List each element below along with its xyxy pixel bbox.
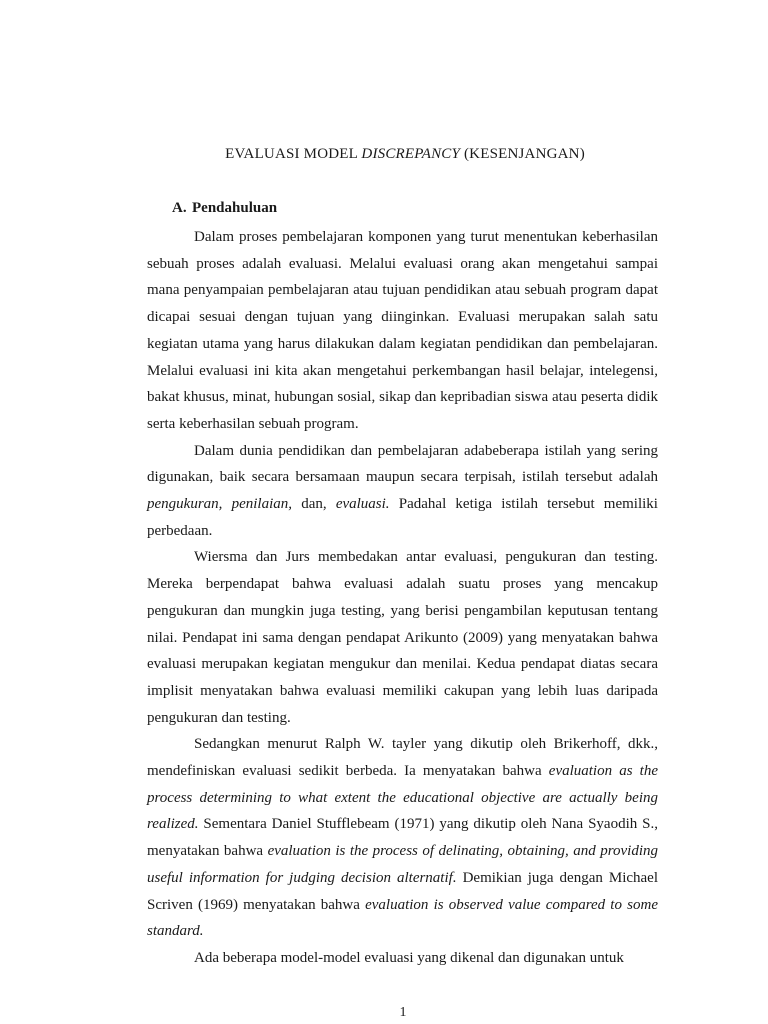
section-marker: A. bbox=[172, 200, 187, 216]
paragraph-3: Wiersma dan Jurs membedakan antar evaluasi, pengukuran dan testing. Mereka berpendapat bahwa evaluasi adalah suatu proses yang mencakup pengukuran dan mungkin juga testing, yang berisi pengambilan keputusan tentang nilai. Pendapat ini sama dengan pendapat Arikunto (2009) yang menyatakan bahwa evaluasi merupakan kegiatan mengukur dan menilai. Kedua pendapat diatas secara implisit menyatakan bahwa evaluasi memiliki cakupan yang lebih luas daripada pengukuran dan testing. bbox=[147, 549, 658, 726]
paragraph-4-italic-3: evaluation is observed value compared to some standard. bbox=[147, 896, 658, 940]
document-title bbox=[0, 146, 768, 163]
paragraph-1: Dalam proses pembelajaran komponen yang turut menentukan keberhasilan sebuah proses adalah evaluasi. Melalui evaluasi orang akan mengetahui sampai mana penyampaian pembelajaran atau tujuan pendidikan atau sebuah program dapat dicapai sesuai dengan tujuan yang diinginkan. Evaluasi merupakan salah satu kegiatan utama yang harus dilakukan dalam kegiatan pendidikan dan pembelajaran. Melalui evaluasi ini kita akan mengetahui perkembangan hasil belajar, intelegensi, bakat khusus, minat, hubungan sosial, sikap dan kepribadian siswa atau peserta didik serta keberhasilan sebuah program. bbox=[147, 229, 658, 432]
paragraph-4-text-2: Sementara Daniel Stufflebeam (1971) yang dikutip oleh Nana Syaodih S., menyatakan bahwa bbox=[147, 816, 658, 860]
title-italic-term: DISCREPANCY bbox=[361, 146, 461, 162]
page-number: 1 bbox=[399, 1005, 407, 1020]
section-heading bbox=[172, 200, 277, 217]
paragraph-2 bbox=[147, 438, 658, 545]
paragraph-4 bbox=[147, 731, 658, 945]
title-text-part1: EVALUASI MODEL bbox=[225, 146, 362, 162]
paragraph-2-text-1: Dalam dunia pendidikan dan pembelajaran adabeberapa istilah yang sering digunakan, baik secara bersamaan maupun secara terpisah, istilah tersebut adalah bbox=[147, 442, 658, 486]
document-body bbox=[147, 224, 658, 972]
paragraph-4-text-1: Sedangkan menurut Ralph W. tayler yang dikutip oleh Brikerhoff, dkk., mendefiniskan evaluasi sedikit berbeda. Ia menyatakan bahwa bbox=[147, 736, 658, 780]
title-text-part3: (KESENJANGAN) bbox=[460, 146, 585, 162]
section-label: Pendahuluan bbox=[192, 200, 278, 216]
paragraph-2-italic-1: pengukuran, penilaian, bbox=[147, 496, 293, 513]
paragraph-2-text-3: Padahal ketiga istilah tersebut memiliki perbedaan. bbox=[147, 496, 658, 539]
paragraph-2-text-2: dan, bbox=[292, 496, 336, 513]
paragraph-4-italic-1: evaluation as the process determining to what extent the educational objective are actually being realized. bbox=[147, 763, 659, 833]
paragraph-4-text-3: Demikian juga dengan Michael Scriven (1969) menyatakan bahwa bbox=[147, 869, 659, 913]
paragraph-2-italic-2: evaluasi. bbox=[335, 496, 390, 513]
paragraph-4-italic-2: evaluation is the process of delinating, obtaining, and providing useful information for judging decision alternatif. bbox=[147, 843, 658, 886]
paragraph-5: Ada beberapa model-model evaluasi yang dikenal dan digunakan untuk bbox=[194, 949, 624, 966]
